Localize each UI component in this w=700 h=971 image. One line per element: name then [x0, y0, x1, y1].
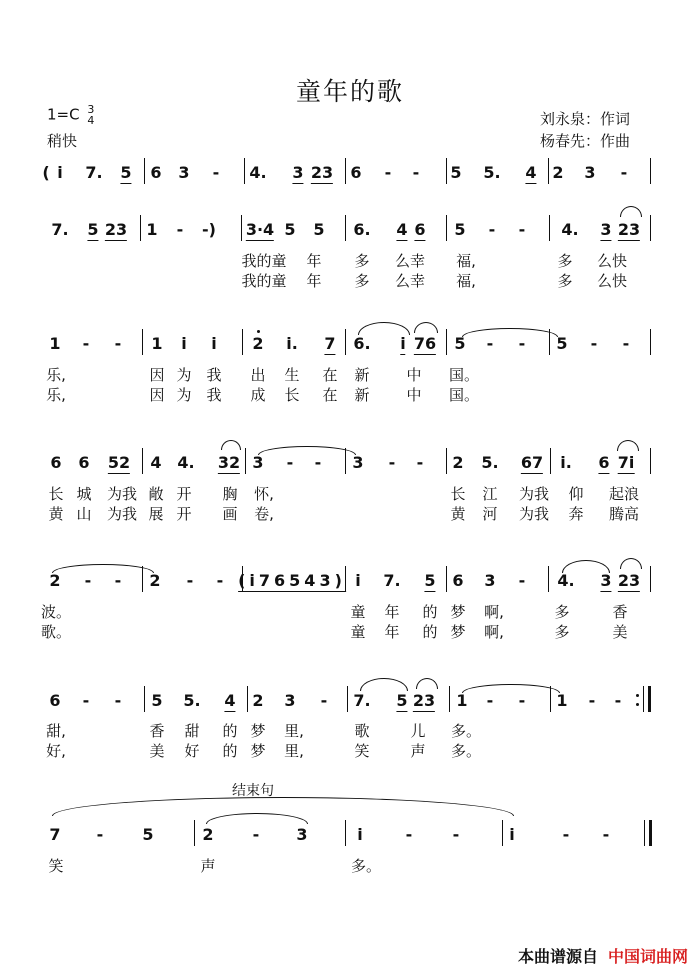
lyric: 开	[176, 505, 192, 523]
note: 3	[292, 163, 304, 182]
barline	[549, 215, 550, 241]
note: i	[509, 825, 515, 844]
lyric: 新	[354, 386, 370, 404]
lyric: 声	[200, 857, 216, 875]
note: 6	[78, 453, 90, 472]
note: i	[57, 163, 63, 182]
lyric: 腾高	[608, 505, 640, 523]
note: 5	[142, 825, 154, 844]
note: 76	[413, 334, 437, 353]
lyric: 的	[222, 742, 238, 760]
note: 2	[49, 571, 61, 590]
lyric: 我的童	[241, 252, 287, 270]
lyric: 敞	[148, 485, 164, 503]
barline	[345, 329, 346, 355]
phrase-slur	[52, 797, 514, 816]
note: 7.	[353, 691, 371, 710]
barline	[194, 820, 195, 846]
lyric: 梦	[450, 623, 466, 641]
note: (	[42, 163, 50, 182]
lyric: 多	[554, 603, 570, 621]
note: -	[82, 334, 90, 353]
lyric: 怀,	[254, 485, 274, 503]
slur	[416, 678, 438, 689]
lyric: 多	[354, 252, 370, 270]
lyric: 长	[450, 485, 466, 503]
barline	[502, 820, 503, 846]
lyric: 的	[422, 603, 438, 621]
lyric: 我	[206, 386, 222, 404]
lyric: 国。	[448, 366, 480, 384]
barline	[345, 215, 346, 241]
note: 5	[87, 220, 99, 239]
note: 6	[452, 571, 464, 590]
lyric: 多。	[450, 722, 482, 740]
lyric: 仰	[568, 485, 584, 503]
note: 6	[598, 453, 610, 472]
lyric: 因	[149, 366, 165, 384]
lyric: 为	[176, 366, 192, 384]
lyric: 波。	[40, 603, 72, 621]
note: 5	[284, 220, 296, 239]
note: -	[388, 453, 396, 472]
note: 3	[178, 163, 190, 182]
slur	[360, 678, 408, 691]
lyric: 里,	[284, 722, 304, 740]
note: -	[562, 825, 570, 844]
lyric: 起浪	[608, 485, 640, 503]
note: -	[602, 825, 610, 844]
note: i.	[560, 453, 572, 472]
barline	[650, 566, 651, 592]
note: 1	[146, 220, 158, 239]
lyric: 新	[354, 366, 370, 384]
barline	[345, 820, 346, 846]
barline	[144, 686, 145, 712]
barline	[140, 215, 141, 241]
lyric: 歌	[354, 722, 370, 740]
lyric: 里,	[284, 742, 304, 760]
note: 5	[151, 691, 163, 710]
barline	[247, 686, 248, 712]
barline	[548, 566, 549, 592]
note: -	[216, 571, 224, 590]
final-barline-thick	[649, 820, 652, 846]
note: -	[314, 453, 322, 472]
note: 1	[151, 334, 163, 353]
tempo-marking: 稍快	[47, 132, 78, 150]
final-barline	[644, 820, 645, 846]
lyric: 美	[149, 742, 165, 760]
note: 3	[296, 825, 308, 844]
note: 2	[149, 571, 161, 590]
note: -	[252, 825, 260, 844]
lyric: 奔	[568, 505, 584, 523]
repeat-barline-thick	[648, 686, 651, 712]
slur	[617, 440, 639, 451]
note: -	[518, 334, 526, 353]
barline	[241, 215, 242, 241]
note: 1	[556, 691, 568, 710]
lyric: 卷,	[254, 505, 274, 523]
note: -	[320, 691, 328, 710]
lyric: 么快	[596, 272, 628, 290]
barline	[345, 158, 346, 184]
note: 3	[600, 220, 612, 239]
note: 4.	[557, 571, 575, 590]
lyric: 山	[76, 505, 92, 523]
lyric: 甜,	[46, 722, 66, 740]
lyric: 城	[76, 485, 92, 503]
lyric: 胸	[222, 485, 238, 503]
note: -	[488, 220, 496, 239]
note: 5	[396, 691, 408, 710]
note: -	[486, 334, 494, 353]
time-bottom: 4	[87, 114, 95, 127]
slur	[562, 560, 610, 573]
note: i	[181, 334, 187, 353]
note: 4.	[249, 163, 267, 182]
repeat-dot	[636, 694, 639, 697]
lyric: 美	[612, 623, 628, 641]
note: 2	[202, 825, 214, 844]
note: 1	[49, 334, 61, 353]
barline	[244, 158, 245, 184]
lyric: 因	[149, 386, 165, 404]
barline	[446, 448, 447, 474]
note: 4	[150, 453, 162, 472]
note: 4	[525, 163, 537, 182]
note: 6.	[353, 334, 371, 353]
note: i	[400, 334, 406, 353]
lyric: 多。	[450, 742, 482, 760]
lyric: 成	[250, 386, 266, 404]
lyric: 童	[350, 603, 366, 621]
note: -	[622, 334, 630, 353]
note: 3·4	[245, 220, 275, 239]
lyric: 好,	[46, 742, 66, 760]
note: -	[518, 691, 526, 710]
lyric: 多	[354, 272, 370, 290]
lyric: 年	[306, 252, 322, 270]
lyricist-credit: 刘永泉：作词	[540, 110, 631, 128]
lyric: 的	[422, 623, 438, 641]
note: 4.	[561, 220, 579, 239]
note: -	[588, 691, 596, 710]
lyric: 的	[222, 722, 238, 740]
barline	[347, 686, 348, 712]
note: 6	[50, 453, 62, 472]
barline	[345, 566, 346, 592]
note: 67	[520, 453, 544, 472]
note: 7i	[617, 453, 635, 472]
slur	[221, 440, 241, 450]
key-signature	[47, 104, 94, 126]
repeat-barline	[643, 686, 644, 712]
lyric: 么幸	[394, 252, 426, 270]
source-text: 本曲谱源自	[517, 947, 598, 966]
note: 52	[107, 453, 131, 472]
lyric: 为我	[518, 505, 550, 523]
note: 32	[217, 453, 241, 472]
note: 23	[617, 571, 641, 590]
note: -	[620, 163, 628, 182]
note: 7.	[51, 220, 69, 239]
barline	[650, 215, 651, 241]
lyric: 出	[250, 366, 266, 384]
lyric: 国。	[448, 386, 480, 404]
lyric: 我	[206, 366, 222, 384]
lyric: 福,	[456, 252, 476, 270]
tie	[258, 446, 356, 455]
lyric: 为	[176, 386, 192, 404]
note: 1	[456, 691, 468, 710]
note: 6	[150, 163, 162, 182]
repeat-dot	[636, 703, 639, 706]
source-credit	[518, 944, 688, 967]
lyric: 声	[410, 742, 426, 760]
note: 3	[352, 453, 364, 472]
lyric: 多	[554, 623, 570, 641]
lyric: 我的童	[241, 272, 287, 290]
barline	[242, 329, 243, 355]
note: 5.	[483, 163, 501, 182]
note: 23	[412, 691, 436, 710]
note: -	[114, 334, 122, 353]
lyric: 福,	[456, 272, 476, 290]
note: 5.	[183, 691, 201, 710]
note: 6	[414, 220, 426, 239]
note: -	[590, 334, 598, 353]
lyric: 河	[482, 505, 498, 523]
note: 3	[252, 453, 264, 472]
lyric: 么快	[596, 252, 628, 270]
lyric: 中	[406, 386, 422, 404]
barline	[142, 566, 143, 592]
lyric: 画	[222, 505, 238, 523]
note: 4	[224, 691, 236, 710]
lyric: 中	[406, 366, 422, 384]
barline	[446, 158, 447, 184]
lyric: 在	[322, 366, 338, 384]
lyric: 生	[284, 366, 300, 384]
note: (i76543)	[238, 571, 346, 590]
note: 3	[284, 691, 296, 710]
note: -	[96, 825, 104, 844]
note: -	[176, 220, 184, 239]
lyric: 啊,	[484, 603, 504, 621]
note: 5	[556, 334, 568, 353]
note: -	[412, 163, 420, 182]
barline	[548, 158, 549, 184]
note: 23	[617, 220, 641, 239]
lyric: 为我	[106, 505, 138, 523]
lyric: 香	[149, 722, 165, 740]
lyric: 长	[284, 386, 300, 404]
note: 7.	[85, 163, 103, 182]
lyric: 童	[350, 623, 366, 641]
lyric: 展	[148, 505, 164, 523]
note: i.	[286, 334, 298, 353]
barline	[142, 329, 143, 355]
note: -	[82, 691, 90, 710]
note: -	[416, 453, 424, 472]
note: 7	[49, 825, 61, 844]
note: -	[384, 163, 392, 182]
barline	[144, 158, 145, 184]
lyric: 年	[306, 272, 322, 290]
note: 5	[120, 163, 132, 182]
note: -	[286, 453, 294, 472]
note: 2	[452, 453, 464, 472]
note: -	[518, 220, 526, 239]
barline	[550, 686, 551, 712]
ending-label: 结束句	[232, 783, 274, 799]
note: 3	[484, 571, 496, 590]
note: i	[357, 825, 363, 844]
tie	[52, 564, 154, 573]
note: -	[452, 825, 460, 844]
lyric: 梦	[250, 742, 266, 760]
lyric: 笑	[48, 857, 64, 875]
lyric: 长	[48, 485, 64, 503]
note: 2	[252, 691, 264, 710]
lyric: 年	[384, 623, 400, 641]
note: -	[186, 571, 194, 590]
barline	[449, 686, 450, 712]
tie	[462, 684, 560, 693]
note: 6	[350, 163, 362, 182]
note: 3	[600, 571, 612, 590]
lyric: 么幸	[394, 272, 426, 290]
lyric: 多	[557, 272, 573, 290]
composer-credit: 杨春先：作曲	[540, 132, 631, 150]
note: -	[84, 571, 92, 590]
note: -	[614, 691, 622, 710]
note: 5	[454, 220, 466, 239]
note: i	[211, 334, 217, 353]
lyric: 香	[612, 603, 628, 621]
lyric: 梦	[250, 722, 266, 740]
key-label: 1=C	[47, 105, 80, 124]
lyric: 梦	[450, 603, 466, 621]
barline	[345, 448, 346, 474]
note: 6.	[353, 220, 371, 239]
barline	[650, 329, 651, 355]
lyric: 年	[384, 603, 400, 621]
lyric: 黄	[48, 505, 64, 523]
note: -	[212, 163, 220, 182]
octave-dot	[257, 330, 260, 333]
note: 7.	[383, 571, 401, 590]
note: 2	[252, 334, 264, 353]
note: 6	[49, 691, 61, 710]
lyric: 儿	[410, 722, 426, 740]
slur	[620, 558, 642, 569]
note: -	[114, 571, 122, 590]
tie	[462, 328, 558, 337]
lyric: 好	[184, 742, 200, 760]
song-title: 童年的歌	[295, 77, 404, 106]
lyric: 开	[176, 485, 192, 503]
note: i	[355, 571, 361, 590]
lyric: 在	[322, 386, 338, 404]
note: 23	[310, 163, 334, 182]
note: -	[405, 825, 413, 844]
note: -	[114, 691, 122, 710]
lyric: 甜	[184, 722, 200, 740]
site-name-link[interactable]: 中国词曲网	[607, 947, 688, 966]
lyric: 歌。	[40, 623, 72, 641]
lyric: 乐,	[46, 366, 66, 384]
lyric: 黄	[450, 505, 466, 523]
note: 2	[552, 163, 564, 182]
barline	[549, 329, 550, 355]
slur	[358, 322, 410, 335]
barline	[446, 566, 447, 592]
barline	[650, 158, 651, 184]
barline	[550, 448, 551, 474]
barline	[446, 329, 447, 355]
note: 3	[584, 163, 596, 182]
note: 5	[424, 571, 436, 590]
barline	[650, 448, 651, 474]
slur	[620, 206, 642, 217]
note: 5.	[481, 453, 499, 472]
barline	[245, 448, 246, 474]
note: 4.	[177, 453, 195, 472]
lyric: 多	[557, 252, 573, 270]
lyric: 多。	[350, 857, 382, 875]
time-signature	[87, 104, 94, 126]
note: 7	[324, 334, 336, 353]
slur	[414, 322, 438, 333]
lyric: 乐,	[46, 386, 66, 404]
note: 23	[104, 220, 128, 239]
lyric: 笑	[354, 742, 370, 760]
note: 4	[396, 220, 408, 239]
note: -	[486, 691, 494, 710]
note: 5	[454, 334, 466, 353]
barline	[446, 215, 447, 241]
lyric: 为我	[106, 485, 138, 503]
note: -	[518, 571, 526, 590]
note: 5	[313, 220, 325, 239]
note: -)	[202, 220, 216, 239]
lyric: 江	[482, 485, 498, 503]
lyric: 为我	[518, 485, 550, 503]
lyric: 啊,	[484, 623, 504, 641]
barline	[142, 448, 143, 474]
time-top: 3	[87, 103, 95, 116]
note: 5	[450, 163, 462, 182]
